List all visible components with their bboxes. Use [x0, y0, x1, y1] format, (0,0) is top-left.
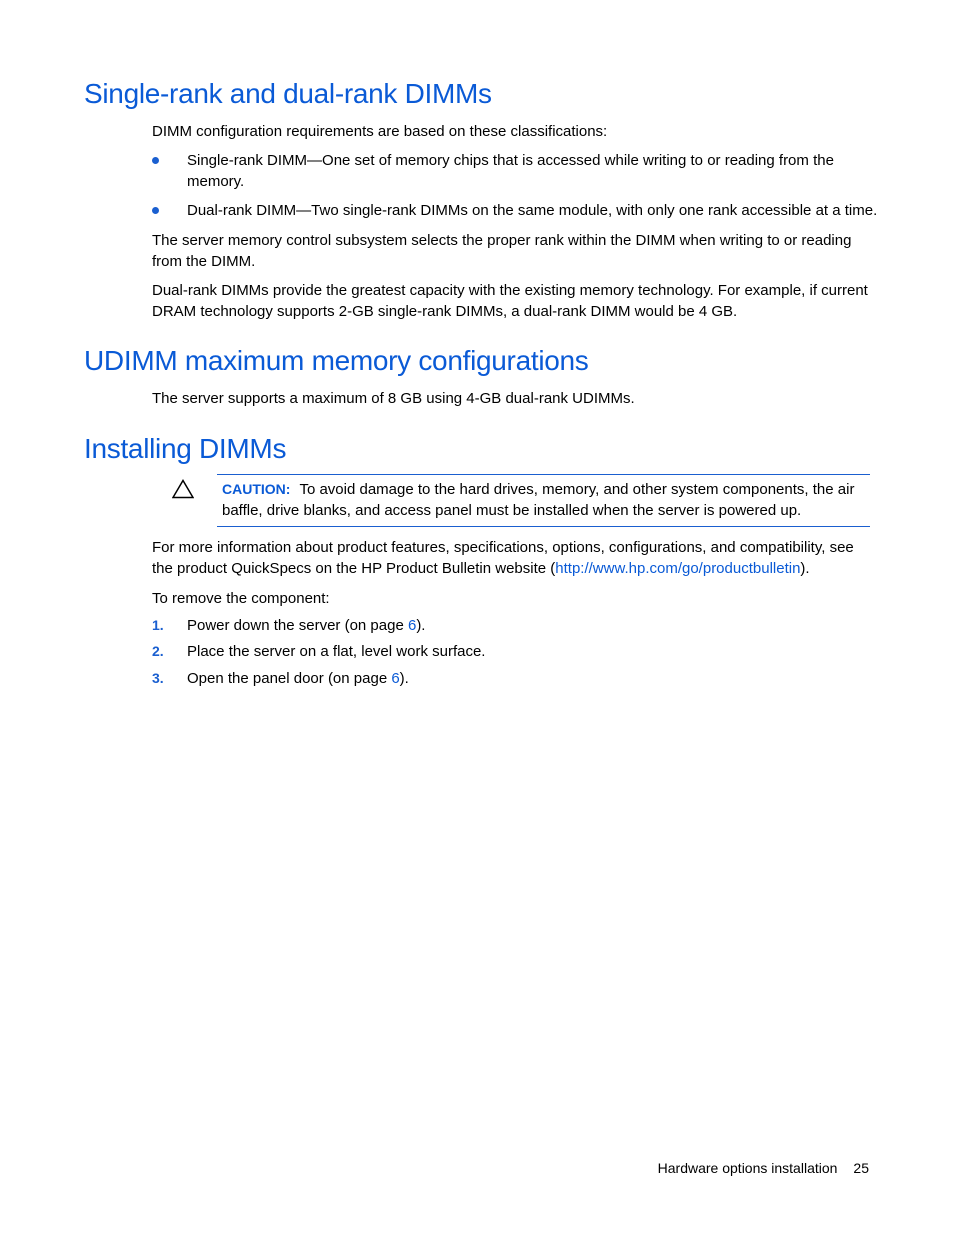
step-number: 3. — [152, 670, 164, 686]
step-text-after: ). — [416, 617, 426, 634]
step-text-after: ). — [399, 670, 409, 687]
remove-intro: To remove the component: — [152, 590, 330, 607]
paragraph-capacity: Dual-rank DIMMs provide the greatest capacity with the existing memory technology. For example, if current DRAM technology supports 2-GB single-rank DIMMs, a dual-rank DIMM would be 4 GB. — [152, 282, 868, 320]
page-link[interactable]: 6 — [407, 617, 417, 634]
bullet-text: Single-rank DIMM—One set of memory chips that is accessed while writing to or reading from the memory. — [187, 152, 834, 190]
step-text-before: Power down the server (on page — [187, 617, 408, 634]
caution-label: CAUTION: — [222, 481, 291, 497]
step-text-before: Open the panel door (on page — [187, 670, 392, 687]
more-info-text-end: ). — [800, 560, 810, 577]
page-footer — [658, 1158, 869, 1179]
heading-single-dual-rank: Single-rank and dual-rank DIMMs — [84, 78, 492, 109]
paragraph-rank-selection: The server memory control subsystem selects the proper rank within the DIMM when writing to or reading from the DIMM. — [152, 232, 852, 270]
page-link[interactable]: 6 — [391, 670, 400, 687]
step-text: Place the server on a flat, level work surface. — [187, 643, 486, 660]
caution-text: To avoid damage to the hard drives, memory, and other system components, the air baffle, drive blanks, and access panel must be installed when the server is powered up. — [222, 481, 855, 519]
caution-triangle-icon — [172, 479, 194, 499]
caution-body — [222, 479, 870, 521]
more-info-text: For more information about product features, specifications, options, configurations, and compatibility, see the product QuickSpecs on the HP Product Bulletin website ( — [152, 539, 854, 577]
footer-section-title: Hardware options installation — [657, 1160, 838, 1176]
heading-udimm-max: UDIMM maximum memory configurations — [84, 345, 589, 376]
step-text — [187, 615, 425, 636]
paragraph-more-info — [152, 537, 874, 579]
bullet-icon — [152, 207, 159, 214]
step-text — [187, 668, 409, 689]
heading-installing-dimms: Installing DIMMs — [84, 433, 287, 464]
paragraph-udimm-max: The server supports a maximum of 8 GB using 4-GB dual-rank UDIMMs. — [152, 390, 635, 407]
caution-box — [217, 474, 870, 527]
step-number: 1. — [152, 617, 164, 633]
step-number: 2. — [152, 643, 164, 659]
page-number: 25 — [853, 1160, 869, 1176]
intro-paragraph: DIMM configuration requirements are based on these classifications: — [152, 123, 608, 140]
bullet-icon — [152, 157, 159, 164]
bullet-text: Dual-rank DIMM—Two single-rank DIMMs on the same module, with only one rank accessible at a time. — [187, 202, 878, 219]
product-bulletin-link[interactable]: http://www.hp.com/go/productbulletin — [555, 560, 801, 577]
